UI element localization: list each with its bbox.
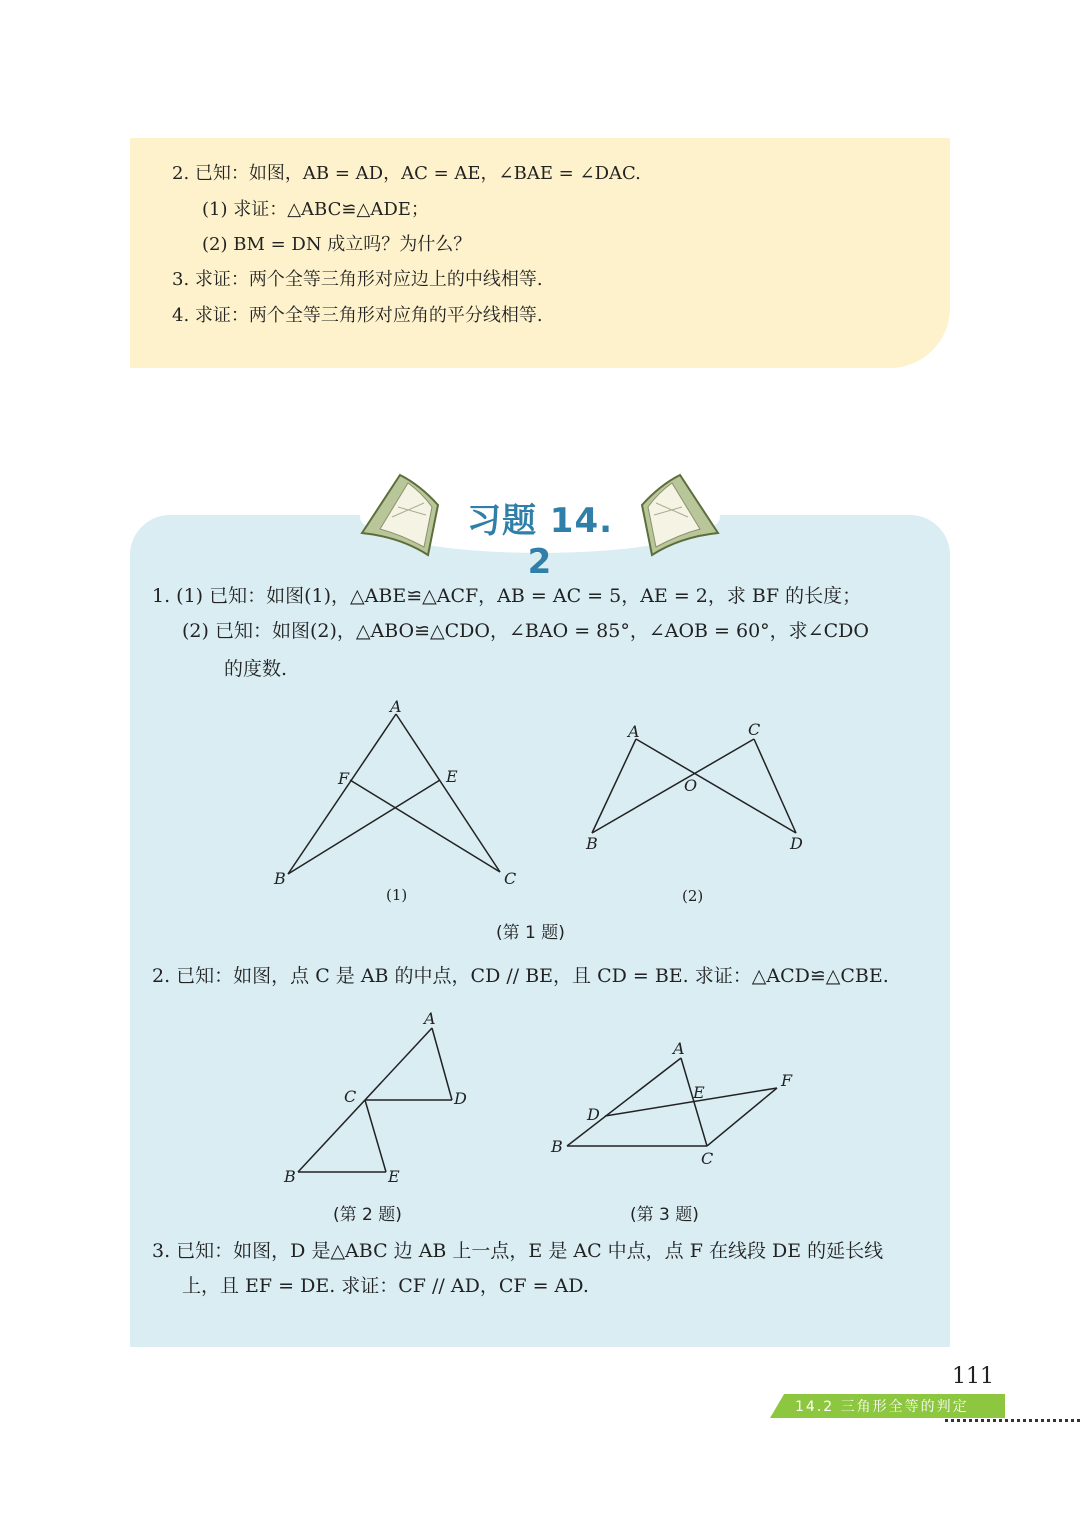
page-number: 111 [952, 1364, 994, 1389]
vertex-label: A [628, 722, 640, 741]
vertex-label: A [424, 1009, 436, 1028]
figure-2 [270, 1000, 490, 1190]
vertex-label: C [701, 1149, 714, 1168]
section-header [340, 455, 740, 582]
exercise-1-line-1: 1. (1) 已知：如图(1)，△ABE≌△ACF，AB = AC = 5，AE = 2，求 BF 的长度； [152, 585, 862, 607]
vertex-label: B [284, 1167, 296, 1186]
left-book-icon [362, 475, 438, 555]
vertex-label: F [338, 769, 350, 788]
figure-1-2 [570, 715, 830, 915]
previous-exercises-box [130, 138, 950, 368]
vertex-label: E [446, 767, 458, 786]
figure-caption: (2) [682, 887, 704, 905]
exercise-2-text: 2. 已知：如图，点 C 是 AB 的中点，CD // BE，且 CD = BE. 求证：△ACD≌△CBE. [152, 965, 889, 987]
figure-caption: (1) [386, 886, 408, 904]
text-line: 3. 求证：两个全等三角形对应边上的中线相等. [172, 269, 543, 290]
caption-question-1: (第 1 题) [496, 923, 565, 943]
vertex-label: E [388, 1167, 400, 1186]
vertex-label: B [551, 1137, 563, 1156]
text-line: 2. 已知：如图，AB = AD，AC = AE，∠BAE = ∠DAC. [172, 163, 641, 184]
figure-3 [545, 1030, 805, 1180]
vertex-label: A [673, 1039, 685, 1058]
vertex-label: C [504, 869, 517, 888]
exercise-1-line-2: (2) 已知：如图(2)，△ABO≌△CDO，∠BAO = 85°，∠AOB = 60°，求∠CDO [182, 620, 869, 642]
text-line: 4. 求证：两个全等三角形对应角的平分线相等. [172, 305, 543, 326]
exercise-1-line-3: 的度数. [224, 658, 288, 680]
vertex-label: B [274, 869, 286, 888]
exercise-3-line-2: 上，且 EF = DE. 求证：CF // AD，CF = AD. [182, 1275, 589, 1297]
text-line: (2) BM = DN 成立吗？为什么？ [202, 234, 472, 255]
vertex-label: C [344, 1087, 357, 1106]
caption-question-3: (第 3 题) [630, 1205, 699, 1225]
figure-1-1 [260, 690, 540, 920]
footer-dotted-line [945, 1419, 1080, 1422]
vertex-label: O [684, 776, 698, 795]
text-line: (1) 求证：△ABC≌△ADE； [202, 199, 429, 220]
right-book-icon [642, 475, 718, 555]
vertex-label: D [587, 1105, 600, 1124]
vertex-label: D [790, 834, 803, 853]
vertex-label: E [693, 1083, 705, 1102]
vertex-label: D [454, 1089, 467, 1108]
exercise-3-line-1: 3. 已知：如图，D 是△ABC 边 AB 上一点，E 是 AC 中点，点 F 在线段 DE 的延长线 [152, 1240, 884, 1262]
vertex-label: C [748, 720, 761, 739]
vertex-label: F [781, 1071, 793, 1090]
caption-question-2: (第 2 题) [333, 1205, 402, 1225]
vertex-label: B [586, 834, 598, 853]
vertex-label: A [390, 697, 402, 716]
section-title: 习题 14. 2 [466, 501, 614, 582]
footer-section-title: 14.2 三角形全等的判定 [795, 1399, 969, 1415]
